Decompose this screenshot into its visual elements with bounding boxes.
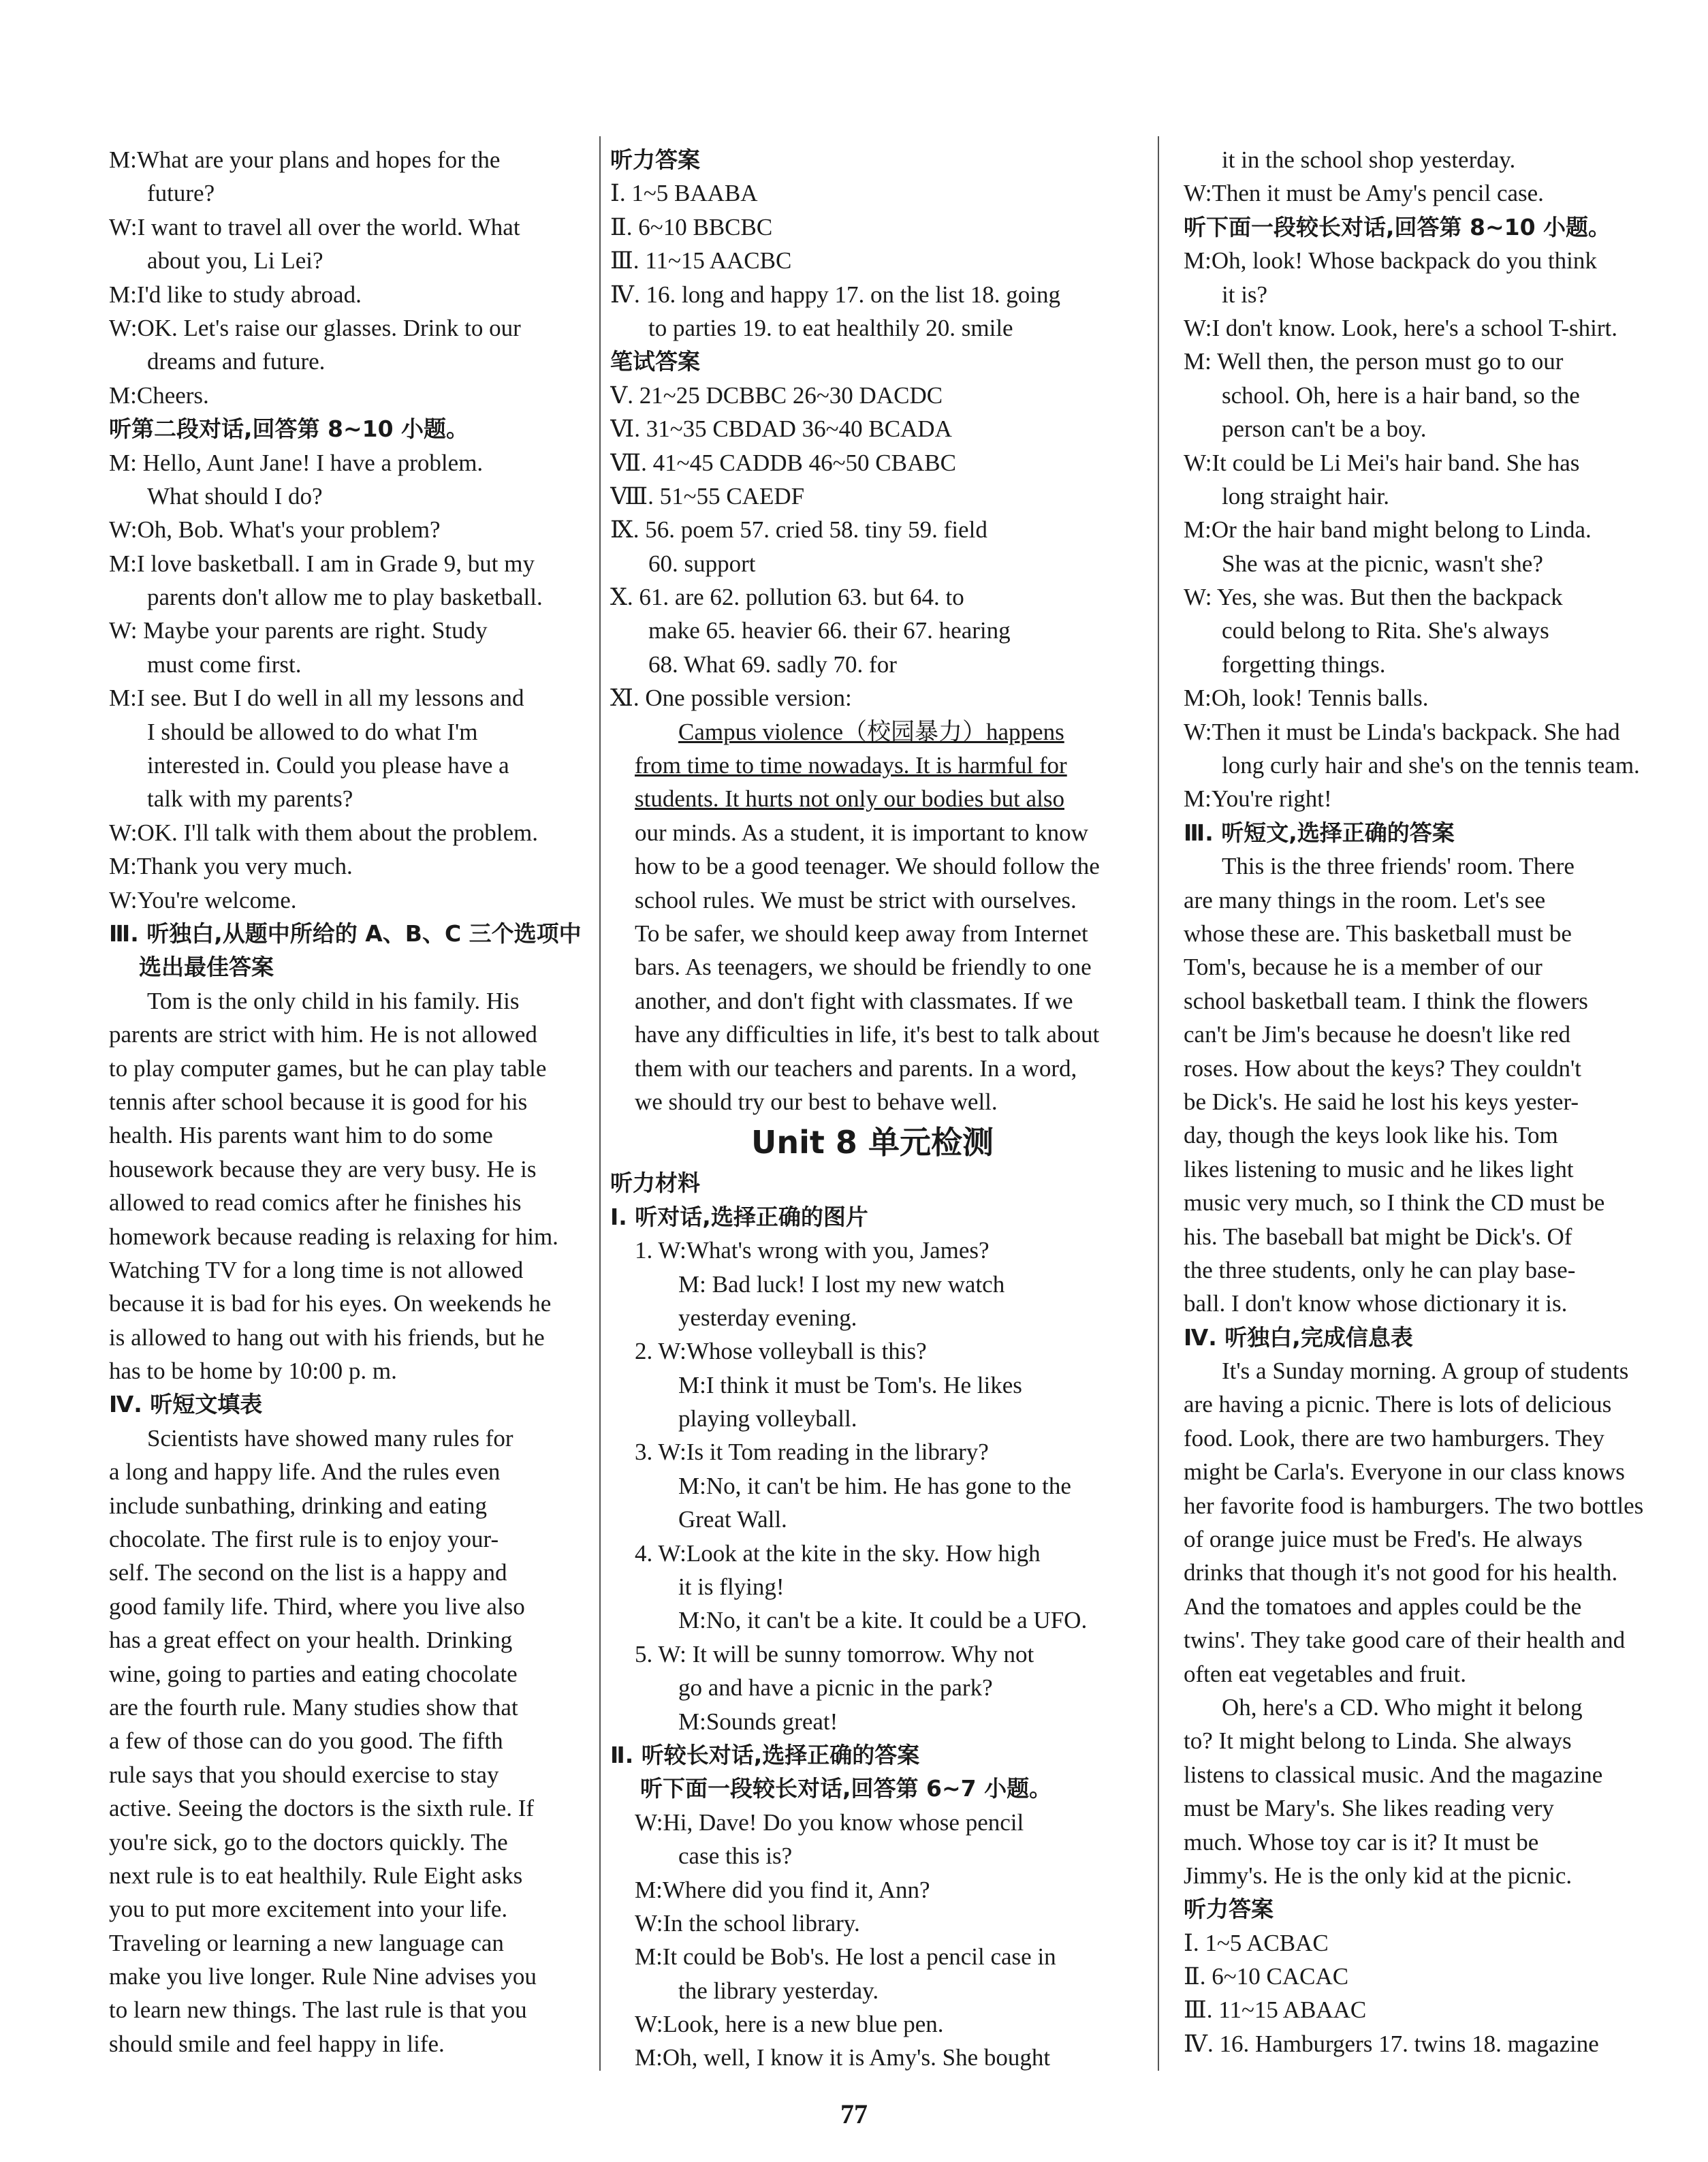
text-line: Traveling or learning a new language can: [109, 1929, 504, 1956]
text-line: his. The baseball bat might be Dick's. Of: [1184, 1223, 1572, 1250]
text-line: health. His parents want him to do some: [109, 1122, 493, 1149]
section-heading: 笔试答案: [610, 348, 700, 375]
text-line: long straight hair.: [1222, 482, 1389, 510]
text-line: W:I want to travel all over the world. What: [109, 213, 520, 240]
text-line: W:In the school library.: [635, 1909, 860, 1937]
text-line: can't be Jim's because he doesn't like red: [1184, 1021, 1571, 1048]
text-line: often eat vegetables and fruit.: [1184, 1660, 1466, 1687]
text-line: are many things in the room. Let's see: [1184, 886, 1546, 913]
text-line: talk with my parents?: [147, 785, 353, 813]
text-line: W: Yes, she was. But then the backpack: [1184, 584, 1563, 611]
text-line: include sunbathing, drinking and eating: [109, 1492, 488, 1519]
text-line: W: Maybe your parents are right. Study: [109, 617, 488, 644]
column-right: [1184, 143, 1681, 2061]
text-line: likes listening to music and he likes light: [1184, 1155, 1574, 1182]
text-line: M:No, it can't be him. He has gone to the: [678, 1472, 1071, 1499]
text-line: Tom's, because he is a member of our: [1184, 954, 1543, 981]
section-heading: 听第二段对话,回答第 8~10 小题。: [109, 416, 469, 443]
text-line: the three students, only he can play base-: [1184, 1256, 1576, 1283]
text-line: should smile and feel happy in life.: [109, 2030, 445, 2057]
text-line: M:Sounds great!: [678, 1708, 838, 1735]
column-divider-left: [599, 136, 601, 2071]
text-line: is allowed to hang out with his friends, but he: [109, 1323, 545, 1351]
text-line: has a great effect on your health. Drinking: [109, 1627, 513, 1654]
text-line: make 65. heavier 66. their 67. hearing: [648, 617, 1011, 644]
text-line: M:I'd like to study abroad.: [109, 281, 362, 308]
text-line: Ⅲ. 11~15 ABAAC: [1184, 1996, 1367, 2024]
text-line: M:Where did you find it, Ann?: [635, 1876, 930, 1903]
text-line: music very much, so I think the CD must be: [1184, 1189, 1605, 1217]
text-line: playing volleyball.: [678, 1405, 857, 1432]
text-line: This is the three friends' room. There: [1222, 853, 1575, 880]
text-line: Watching TV for a long time is not allowed: [109, 1256, 524, 1283]
text-line: W:OK. I'll talk with them about the problem.: [109, 819, 539, 846]
text-line: M:Thank you very much.: [109, 853, 353, 880]
text-line: W:I don't know. Look, here's a school T-shirt.: [1184, 314, 1618, 341]
text-line: could belong to Rita. She's always: [1222, 617, 1549, 644]
text-line: case this is?: [678, 1843, 793, 1870]
text-line: Ⅲ. 11~15 AACBC: [610, 247, 792, 275]
text-line: to? It might belong to Linda. She always: [1184, 1727, 1572, 1755]
section-heading: Ⅳ. 听短文填表: [109, 1391, 263, 1418]
text-line: listens to classical music. And the magazine: [1184, 1761, 1603, 1788]
text-line: active. Seeing the doctors is the sixth rule. If: [109, 1795, 535, 1822]
text-line: school. Oh, here is a hair band, so the: [1222, 381, 1580, 409]
text-line: her favorite food is hamburgers. The two bottles: [1184, 1492, 1644, 1519]
text-line: 68. What 69. sadly 70. for: [648, 651, 897, 678]
text-line: our minds. As a student, it is important to know: [635, 819, 1088, 846]
text-line: M: Bad luck! I lost my new watch: [678, 1270, 1005, 1298]
text-line: Ⅱ. 6~10 CACAC: [1184, 1963, 1349, 1990]
text-line: we should try our best to behave well.: [635, 1088, 998, 1115]
text-line: dreams and future.: [147, 348, 326, 375]
text-line: food. Look, there are two hamburgers. They: [1184, 1424, 1604, 1452]
text-line: 5. W: It will be sunny tomorrow. Why not: [635, 1640, 1034, 1667]
text-line: It's a Sunday morning. A group of students: [1222, 1358, 1629, 1385]
text-line: go and have a picnic in the park?: [678, 1674, 993, 1702]
text-line: how to be a good teenager. We should follow the: [635, 853, 1100, 880]
text-line: Ⅳ. 16. long and happy 17. on the list 18. going: [610, 281, 1061, 308]
text-line: make you live longer. Rule Nine advises you: [109, 1963, 537, 1990]
section-heading: Ⅲ. 听短文,选择正确的答案: [1184, 819, 1455, 846]
text-line: M:Cheers.: [109, 381, 209, 409]
text-line: 2. W:Whose volleyball is this?: [635, 1338, 927, 1365]
text-line: Ⅶ. 41~45 CADDB 46~50 CBABC: [610, 449, 956, 476]
text-line: much. Whose toy car is it? It must be: [1184, 1828, 1539, 1855]
text-line: yesterday evening.: [678, 1304, 857, 1331]
text-line: M:You're right!: [1184, 785, 1332, 813]
text-line: Ⅰ. 1~5 BAABA: [610, 180, 758, 207]
text-line: whose these are. This basketball must be: [1184, 920, 1572, 947]
text-line: tennis after school because it is good for his: [109, 1088, 528, 1115]
text-line: W:OK. Let's raise our glasses. Drink to our: [109, 314, 521, 341]
text-line: forgetting things.: [1222, 651, 1386, 678]
text-line: allowed to read comics after he finishes his: [109, 1189, 522, 1217]
section-heading: Ⅰ. 听对话,选择正确的图片: [610, 1203, 868, 1230]
text-line: you to put more excitement into your life.: [109, 1896, 508, 1923]
text-line: them with our teachers and parents. In a word,: [635, 1054, 1077, 1082]
text-line: Jimmy's. He is the only kid at the picnic.: [1184, 1862, 1572, 1889]
text-line: W:Look, here is a new blue pen.: [635, 2011, 944, 2038]
text-line: from time to time nowadays. It is harmful for: [635, 752, 1067, 779]
text-line: Campus violence（校园暴力）happens: [678, 718, 1064, 745]
text-line: person can't be a boy.: [1222, 416, 1427, 443]
text-line: roses. How about the keys? They couldn't: [1184, 1054, 1582, 1082]
text-line: housework because they are very busy. He is: [109, 1155, 537, 1182]
text-line: To be safer, we should keep away from Internet: [635, 920, 1088, 947]
text-line: parents are strict with him. He is not allowed: [109, 1021, 537, 1048]
column-left: [109, 143, 590, 2061]
text-line: are the fourth rule. Many studies show that: [109, 1693, 518, 1721]
text-line: Ⅴ. 21~25 DCBBC 26~30 DACDC: [610, 381, 943, 409]
text-line: bars. As teenagers, we should be friendly to one: [635, 954, 1092, 981]
text-line: Ⅹ. 61. are 62. pollution 63. but 64. to: [610, 584, 964, 611]
text-line: 3. W:Is it Tom reading in the library?: [635, 1439, 989, 1466]
text-line: W:Then it must be Linda's backpack. She had: [1184, 718, 1620, 745]
text-line: ball. I don't know whose dictionary it is.: [1184, 1290, 1568, 1317]
text-line: M:Oh, look! Whose backpack do you think: [1184, 247, 1597, 275]
section-heading: Ⅲ. 听独白,从题中所给的 A、B、C 三个选项中: [109, 920, 582, 947]
text-line: Great Wall.: [678, 1506, 787, 1533]
text-line: self. The second on the list is a happy and: [109, 1559, 507, 1586]
text-line: school basketball team. I think the flowers: [1184, 987, 1588, 1014]
text-line: What should I do?: [147, 482, 323, 510]
text-line: has to be home by 10:00 p. m.: [109, 1358, 397, 1385]
text-line: a long and happy life. And the rules even: [109, 1458, 501, 1486]
text-line: Scientists have showed many rules for: [147, 1424, 513, 1452]
text-line: it in the school shop yesterday.: [1222, 146, 1516, 173]
text-line: She was at the picnic, wasn't she?: [1222, 550, 1543, 577]
section-heading: 听下面一段较长对话,回答第 6~7 小题。: [640, 1775, 1052, 1802]
text-line: another, and don't fight with classmates. If we: [635, 987, 1073, 1014]
text-line: might be Carla's. Everyone in our class knows: [1184, 1458, 1625, 1486]
text-line: W:Hi, Dave! Do you know whose pencil: [635, 1808, 1024, 1836]
section-heading: 听力答案: [1184, 1896, 1274, 1923]
text-line: 60. support: [648, 550, 756, 577]
section-heading: 听下面一段较长对话,回答第 8~10 小题。: [1184, 213, 1611, 240]
text-line: chocolate. The first rule is to enjoy your-: [109, 1526, 499, 1553]
text-line: Ⅸ. 56. poem 57. cried 58. tiny 59. field: [610, 516, 987, 544]
text-line: M:I love basketball. I am in Grade 9, but my: [109, 550, 535, 577]
section-heading: Ⅳ. 听独白,完成信息表: [1184, 1323, 1413, 1351]
text-line: Ⅺ. One possible version:: [610, 685, 852, 712]
text-line: it is flying!: [678, 1573, 785, 1601]
text-line: must come first.: [147, 651, 302, 678]
text-line: M:What are your plans and hopes for the: [109, 146, 501, 173]
text-line: M: Hello, Aunt Jane! I have a problem.: [109, 449, 484, 476]
section-heading: Ⅱ. 听较长对话,选择正确的答案: [610, 1741, 920, 1768]
text-line: Ⅵ. 31~35 CBDAD 36~40 BCADA: [610, 416, 952, 443]
text-line: long curly hair and she's on the tennis team.: [1222, 752, 1640, 779]
column-middle: [610, 143, 1135, 2075]
text-line: M:It could be Bob's. He lost a pencil case in: [635, 1943, 1056, 1971]
text-line: day, though the keys look like his. Tom: [1184, 1122, 1558, 1149]
text-line: W:Oh, Bob. What's your problem?: [109, 516, 441, 544]
text-line: the library yesterday.: [678, 1977, 879, 2004]
text-line: M:Or the hair band might belong to Linda.: [1184, 516, 1592, 544]
text-line: interested in. Could you please have a: [147, 752, 509, 779]
text-line: of orange juice must be Fred's. He always: [1184, 1526, 1583, 1553]
text-line: good family life. Third, where you live also: [109, 1593, 525, 1620]
text-line: 1. W:What's wrong with you, James?: [635, 1237, 990, 1264]
text-line: be Dick's. He said he lost his keys yester-: [1184, 1088, 1579, 1115]
text-line: must be Mary's. She likes reading very: [1184, 1795, 1554, 1822]
section-heading: 听力材料: [610, 1170, 700, 1197]
text-line: rule says that you should exercise to stay: [109, 1761, 499, 1788]
text-line: are having a picnic. There is lots of delicious: [1184, 1391, 1612, 1418]
text-line: have any difficulties in life, it's best to talk about: [635, 1021, 1100, 1048]
section-heading: 选出最佳答案: [139, 954, 274, 981]
text-line: it is?: [1222, 281, 1268, 308]
text-line: to play computer games, but he can play table: [109, 1054, 547, 1082]
text-line: to learn new things. The last rule is that you: [109, 1996, 527, 2024]
text-line: M: Well then, the person must go to our: [1184, 348, 1564, 375]
text-line: M:No, it can't be a kite. It could be a UFO.: [678, 1607, 1088, 1634]
text-line: about you, Li Lei?: [147, 247, 323, 275]
text-line: to parties 19. to eat healthily 20. smile: [648, 314, 1013, 341]
text-line: next rule is to eat healthily. Rule Eight asks: [109, 1862, 523, 1889]
text-line: Oh, here's a CD. Who might it belong: [1222, 1693, 1583, 1721]
text-line: Tom is the only child in his family. His: [147, 987, 520, 1014]
text-line: W:It could be Li Mei's hair band. She has: [1184, 449, 1580, 476]
section-heading: 听力答案: [610, 146, 700, 173]
text-line: And the tomatoes and apples could be the: [1184, 1593, 1582, 1620]
text-line: Ⅳ. 16. Hamburgers 17. twins 18. magazine: [1184, 2030, 1599, 2057]
text-line: drinks that though it's not good for his health.: [1184, 1559, 1618, 1586]
text-line: Ⅱ. 6~10 BBCBC: [610, 213, 773, 240]
text-line: school rules. We must be strict with ourselves.: [635, 886, 1077, 913]
text-line: parents don't allow me to play basketball.: [147, 584, 543, 611]
text-line: future?: [147, 180, 215, 207]
text-line: W:Then it must be Amy's pencil case.: [1184, 180, 1544, 207]
text-line: homework because reading is relaxing for him.: [109, 1223, 558, 1250]
column-divider-right: [1158, 136, 1159, 2071]
unit-title: Unit 8 单元检测: [751, 1124, 994, 1161]
text-line: you're sick, go to the doctors quickly. The: [109, 1828, 508, 1855]
text-line: M:Oh, well, I know it is Amy's. She bought: [635, 2044, 1051, 2071]
page-number: 77: [840, 2099, 868, 2129]
text-line: Ⅰ. 1~5 ACBAC: [1184, 1929, 1329, 1956]
text-line: a few of those can do you good. The fifth: [109, 1727, 503, 1755]
text-line: wine, going to parties and eating chocolate: [109, 1660, 518, 1687]
text-line: students. It hurts not only our bodies but also: [635, 785, 1064, 813]
text-line: M:Oh, look! Tennis balls.: [1184, 685, 1429, 712]
text-line: Ⅷ. 51~55 CAEDF: [610, 482, 805, 510]
text-line: I should be allowed to do what I'm: [147, 718, 478, 745]
text-line: because it is bad for his eyes. On weekends he: [109, 1290, 552, 1317]
text-line: twins'. They take good care of their health and: [1184, 1627, 1626, 1654]
text-line: M:I think it must be Tom's. He likes: [678, 1371, 1022, 1398]
text-line: W:You're welcome.: [109, 886, 297, 913]
text-line: M:I see. But I do well in all my lessons and: [109, 685, 524, 712]
text-line: 4. W:Look at the kite in the sky. How high: [635, 1539, 1041, 1567]
